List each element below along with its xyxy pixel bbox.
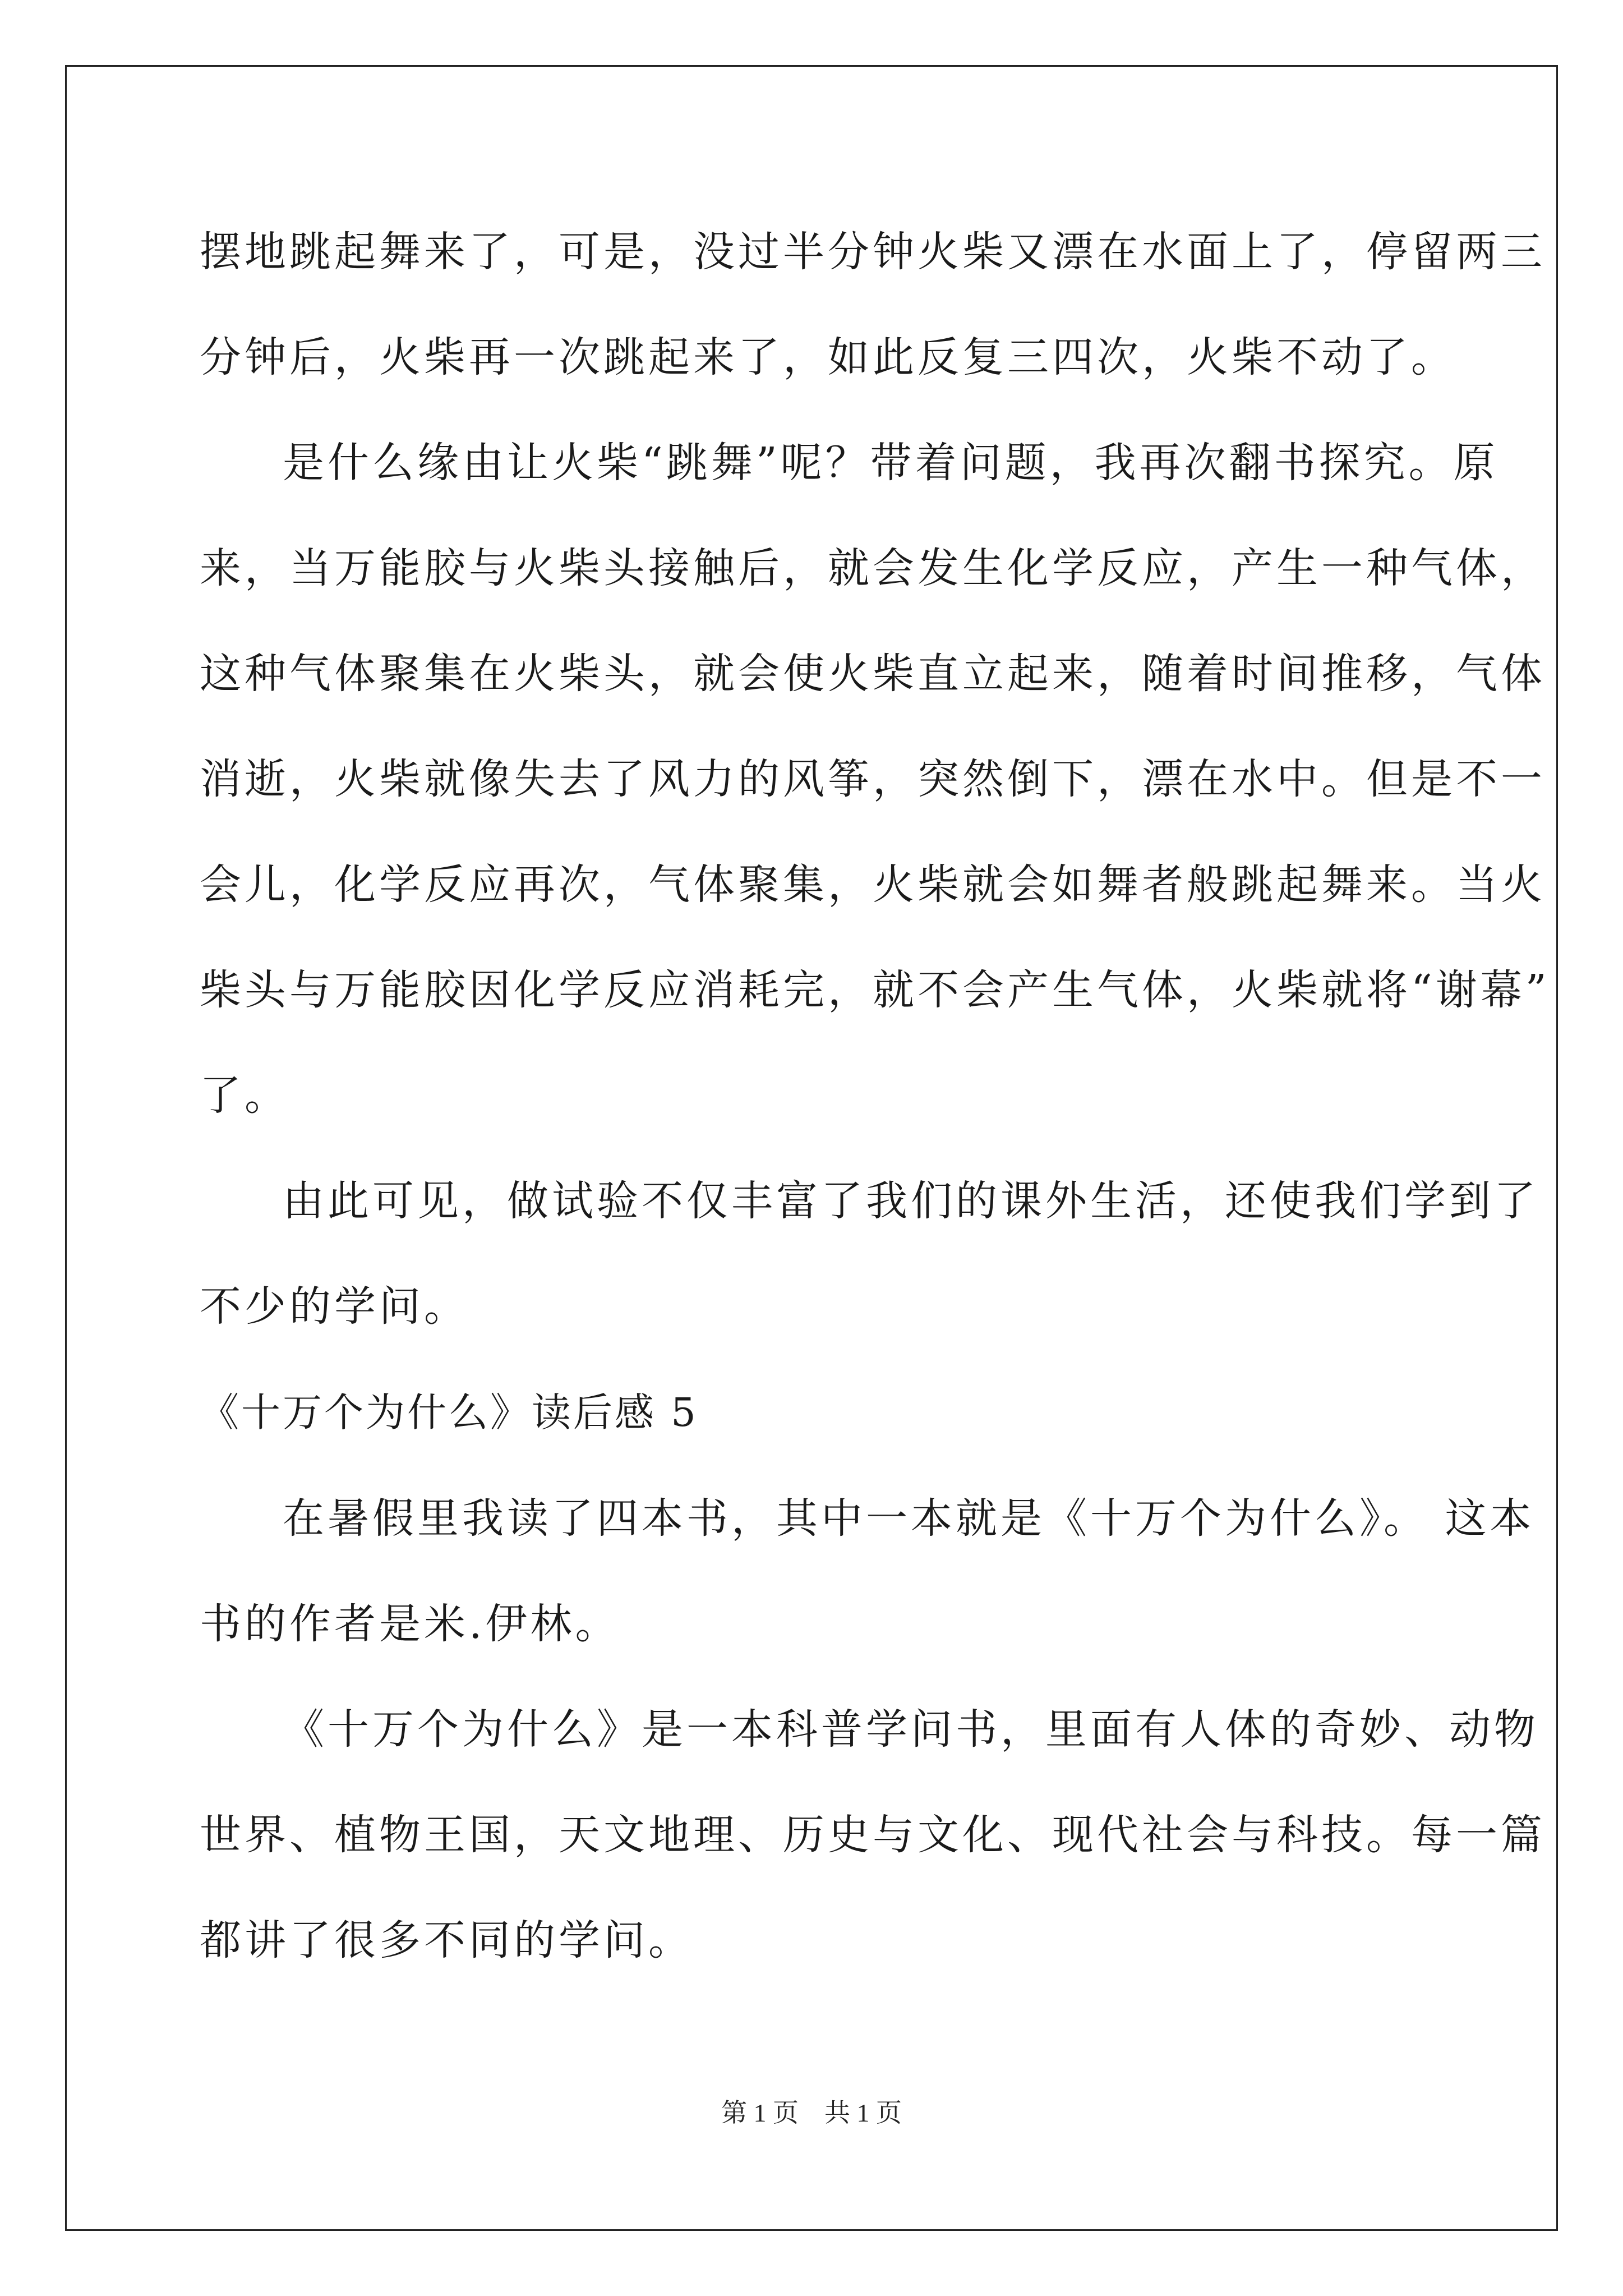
paragraph-line: 是什么缘由让火柴“跳舞”呢？带着问题，我再次翻书探究。原 [283, 439, 1498, 487]
paragraph-line: 了。 [200, 1071, 289, 1120]
paragraph-line: 《十万个为什么》是一本科普学问书，里面有人体的奇妙、动物 [283, 1705, 1539, 1754]
paragraph-line: 都讲了很多不同的学问。 [200, 1916, 693, 1964]
document-body [200, 199, 1550, 1993]
paragraph-line: 分钟后，火柴再一次跳起来了，如此反复三四次，火柴不动了。 [200, 333, 1456, 381]
paragraph-line: 来，当万能胶与火柴头接触后，就会发生化学反应，产生一种气体， [200, 544, 1546, 592]
page-footer: 第 1 页 共 1 页 [721, 2099, 902, 2127]
paragraph-line: 在暑假里我读了四本书，其中一本就是《十万个为什么》。 这本 [283, 1494, 1535, 1543]
paragraph-line: 不少的学问。 [200, 1282, 469, 1331]
paragraph-line: 会儿，化学反应再次，气体聚集，火柴就会如舞者般跳起舞来。当火 [200, 861, 1546, 909]
paragraph-line: 柴头与万能胶因化学反应消耗完，就不会产生气体，火柴就将“谢幕” [200, 966, 1550, 1014]
paragraph-line: 摆地跳起舞来了，可是，没过半分钟火柴又漂在水面上了，停留两三 [200, 228, 1546, 276]
paragraph-line: 书的作者是米.伊林。 [200, 1600, 620, 1648]
paragraph-line: 世界、植物王国，天文地理、历史与文化、现代社会与科技。每一篇 [200, 1811, 1546, 1859]
section-heading: 《十万个为什么》读后感 5 [200, 1389, 698, 1435]
paragraph-line: 消逝，火柴就像失去了风力的风筝，突然倒下，漂在水中。但是不一 [200, 755, 1546, 803]
paragraph-line: 由此可见，做试验不仅丰富了我们的课外生活，还使我们学到了 [283, 1177, 1539, 1225]
paragraph-line: 这种气体聚集在火柴头，就会使火柴直立起来，随着时间推移，气体 [200, 650, 1546, 698]
